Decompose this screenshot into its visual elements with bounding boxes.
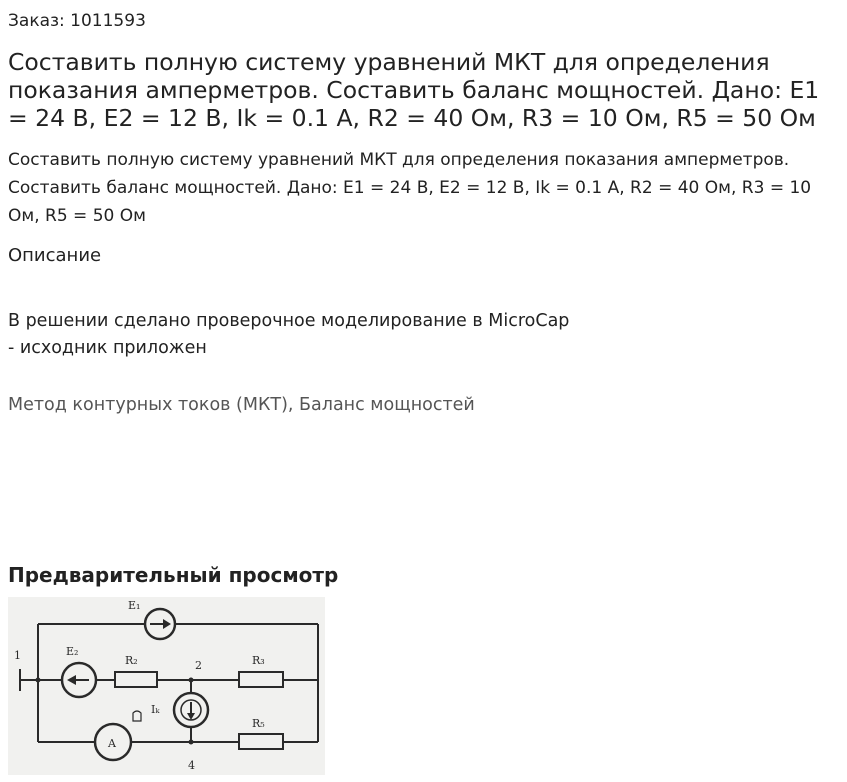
r2-resistor-icon (115, 672, 157, 687)
circuit-diagram (8, 597, 325, 775)
circuit-preview-image[interactable] (8, 597, 325, 775)
label-ammeter: A (108, 737, 116, 750)
description-heading: Описание (8, 245, 102, 266)
preview-heading: Предварительный просмотр (8, 563, 339, 587)
label-ik: Iₖ (151, 703, 160, 716)
label-r2: R₂ (125, 654, 138, 667)
label-r3: R₃ (252, 654, 265, 667)
label-r5: R₅ (252, 717, 265, 730)
ik-current-source-icon (174, 693, 208, 727)
r5-resistor-icon (239, 734, 283, 749)
tags-line: Метод контурных токов (МКТ), Баланс мощностей (8, 395, 475, 415)
description-line-2: - исходник приложен (8, 338, 207, 358)
e1-source-icon (145, 609, 175, 639)
label-node-2: 2 (195, 659, 202, 672)
e2-source-icon (62, 663, 96, 697)
r3-resistor-icon (239, 672, 283, 687)
node-2-dot (189, 678, 194, 683)
label-node-1: 1 (14, 649, 21, 662)
label-e1: E₁ (128, 599, 141, 612)
task-description: Составить полную систему уравнений МКТ для определения показания амперметров. Составить баланс мощностей. Дано: E1 = 24 В, E2 = 12 В, Ik = 0.1 А, R2 = 40 Ом, R3 = 10 Ом, R5 = 50 Ом (8, 150, 812, 226)
description-note (8, 308, 569, 362)
node-4-dot (189, 740, 194, 745)
description-line-1: В решении сделано проверочное моделирование в MicroCap (8, 311, 570, 331)
label-node-4: 4 (188, 759, 195, 772)
label-e2: E₂ (66, 645, 79, 658)
node-left-dot (36, 678, 41, 683)
order-number: Заказ: 1011593 (8, 11, 146, 31)
task-title: Составить полную систему уравнений МКТ для определения показания амперметров. Составить баланс мощностей. Дано: E1 = 24 В, E2 = 12 В, Ik = 0.1 А, R2 = 40 Ом, R3 = 10 Ом, R5 = 50 Ом (8, 48, 820, 132)
